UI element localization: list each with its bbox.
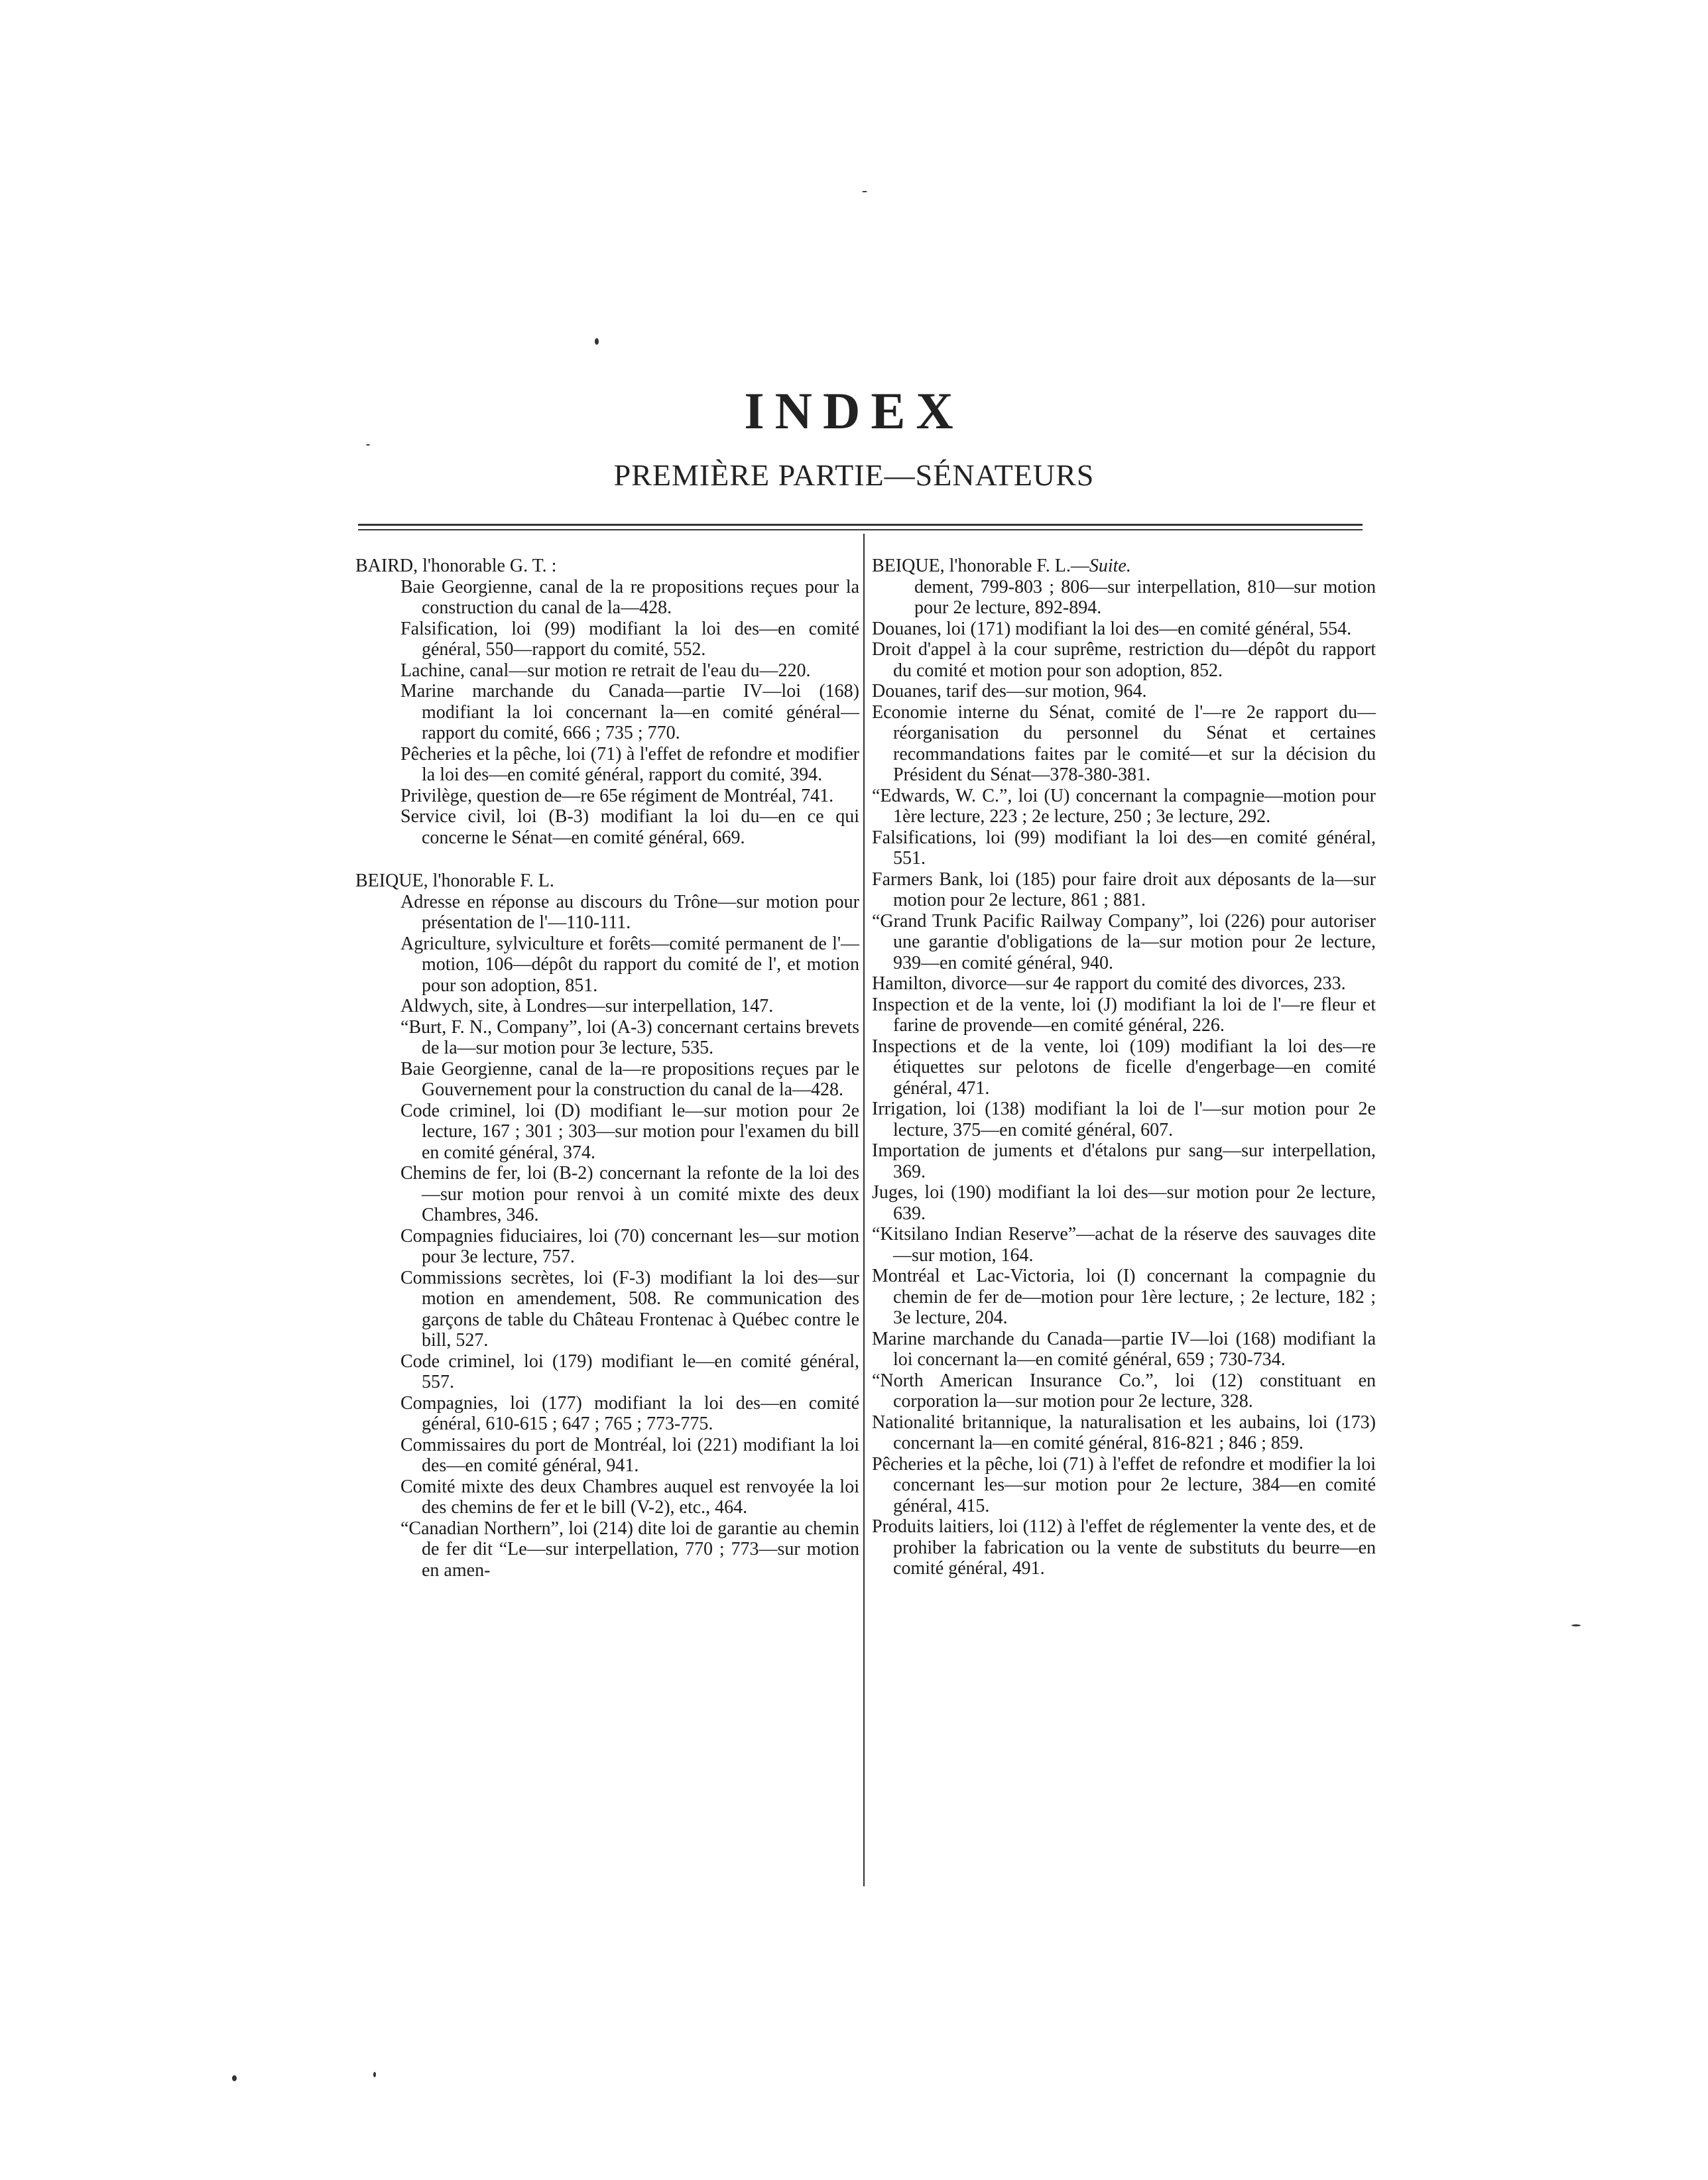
scan-speck xyxy=(232,2075,237,2081)
index-entry: Comité mixte des deux Chambres auquel est renvoyée la loi des chemins de fer et le bill (V-2), etc., 464. xyxy=(400,1476,859,1518)
index-entry: Douanes, loi (171) modifiant la loi des—en comité général, 554. xyxy=(872,618,1352,639)
index-entry: “Grand Trunk Pacific Railway Company”, loi (226) pour autoriser une garantie d'obligations de la—sur motion pour 2e lecture, 939—en comité général, 940. xyxy=(872,910,1376,973)
index-entry: Lachine, canal—sur motion re retrait de l'eau du—220. xyxy=(400,660,811,681)
index-entry: “Canadian Northern”, loi (214) dite loi de garantie au chemin de fer dit “Le—sur interpellation, 770 ; 773—sur motion en amen- xyxy=(400,1518,859,1581)
index-entry: Code criminel, loi (D) modifiant le—sur motion pour 2e lecture, 167 ; 301 ; 303—sur motion pour l'examen du bill en comité général, 374. xyxy=(400,1100,859,1163)
index-entry: Hamilton, divorce—sur 4e rapport du comité des divorces, 233. xyxy=(872,973,1346,994)
index-entry: “Burt, F. N., Company”, loi (A-3) concernant certains brevets de la—sur motion pour 3e lecture, 535. xyxy=(400,1016,859,1058)
index-entry: Falsification, loi (99) modifiant la loi des—en comité général, 550—rapport du comité, 552. xyxy=(400,618,859,660)
index-entry: Adresse en réponse au discours du Trône—sur motion pour présentation de l'—110-111. xyxy=(400,891,859,933)
index-entry: Service civil, loi (B-3) modifiant la loi du—en ce qui concerne le Sénat—en comité général, 669. xyxy=(400,806,859,848)
index-entry: Irrigation, loi (138) modifiant la loi de l'—sur motion pour 2e lecture, 375—en comité général, 607. xyxy=(872,1099,1376,1140)
index-entry: Baie Georgienne, canal de la—re propositions reçues par le Gouvernement pour la construction du canal de la—428. xyxy=(400,1058,859,1100)
scan-speck xyxy=(595,338,599,345)
index-entry: Code criminel, loi (179) modifiant le—en comité général, 557. xyxy=(400,1351,859,1392)
scan-speck xyxy=(1571,1624,1581,1626)
index-entry: Falsifications, loi (99) modifiant la loi des—en comité général, 551. xyxy=(872,827,1376,869)
index-entry: Privilège, question de—re 65e régiment de Montréal, 741. xyxy=(400,785,834,806)
left-column xyxy=(355,556,859,1581)
scan-speck xyxy=(366,444,370,446)
index-entry: Nationalité britannique, la naturalisation et les aubains, loi (173) concernant la—en comité général, 816-821 ; 846 ; 859. xyxy=(872,1412,1376,1453)
index-entry: Pêcheries et la pêche, loi (71) à l'effet de refondre et modifier la loi concernant les—sur motion pour 2e lecture, 384—en comité général, 415. xyxy=(872,1453,1376,1516)
page-subtitle: PREMIÈRE PARTIE—SÉNATEURS xyxy=(613,458,1095,492)
index-entry: “Kitsilano Indian Reserve”—achat de la réserve des sauvages dite—sur motion, 164. xyxy=(872,1224,1376,1266)
index-entry: Compagnies fiduciaires, loi (70) concernant les—sur motion pour 3e lecture, 757. xyxy=(400,1225,859,1267)
index-entry: Commissions secrètes, loi (F-3) modifiant la loi des—sur motion en amendement, 508. Re communication des garçons de table du Château Frontenac à Québec contre le bill, 527. xyxy=(400,1267,859,1351)
index-entry: Marine marchande du Canada—partie IV—loi (168) modifiant la loi concernant la—en comité général, 659 ; 730-734. xyxy=(872,1328,1376,1370)
column-divider xyxy=(863,534,865,1886)
index-entry: Importation de juments et d'étalons pur sang—sur interpellation, 369. xyxy=(872,1140,1376,1182)
section-spacer xyxy=(355,848,859,871)
index-entry-continuation: dement, 799-803 ; 806—sur interpellation, 810—sur motion pour 2e lecture, 892-894. xyxy=(914,576,1376,618)
index-entry: Inspection et de la vente, loi (J) modifiant la loi de l'—re fleur et farine de provende—en comité général, 226. xyxy=(872,994,1376,1036)
index-entry: Economie interne du Sénat, comité de l'—re 2e rapport du—réorganisation du personnel du Sénat et certaines recommandations faites par le comité—et sur la décision du Président du Sénat—378-380-381. xyxy=(872,701,1376,785)
index-entry: Farmers Bank, loi (185) pour faire droit aux déposants de la—sur motion pour 2e lecture, 861 ; 881. xyxy=(872,869,1376,910)
senator-heading-baird: BAIRD, l'honorable G. T. : xyxy=(355,556,557,576)
heading-text: BEIQUE, l'honorable F. L.— xyxy=(872,556,1089,576)
index-entry: Montréal et Lac-Victoria, loi (I) concernant la compagnie du chemin de fer de—motion pour 1ère lecture, ; 2e lecture, 182 ; 3e lecture, 204. xyxy=(872,1266,1376,1328)
senator-heading-beique-suite xyxy=(872,556,1376,577)
index-entry: Aldwych, site, à Londres—sur interpellation, 147. xyxy=(400,996,774,1016)
senator-heading-beique: BEIQUE, l'honorable F. L. xyxy=(355,871,554,891)
index-entry: Pêcheries et la pêche, loi (71) à l'effet de refondre et modifier la loi des—en comité général, rapport du comité, 394. xyxy=(400,743,859,785)
heading-suite: Suite. xyxy=(1089,556,1131,576)
index-entry: Commissaires du port de Montréal, loi (221) modifiant la loi des—en comité général, 941. xyxy=(400,1434,859,1476)
index-entry: Droit d'appel à la cour suprême, restriction du—dépôt du rapport du comité et motion pour son adoption, 852. xyxy=(872,639,1376,681)
title-rule-top xyxy=(358,524,1363,526)
index-entry: Juges, loi (190) modifiant la loi des—sur motion pour 2e lecture, 639. xyxy=(872,1182,1376,1224)
scan-speck xyxy=(373,2072,376,2077)
scan-speck xyxy=(862,191,867,192)
index-entry: Baie Georgienne, canal de la re propositions reçues pour la construction du canal de la—428. xyxy=(400,576,859,618)
title-rule-bottom xyxy=(358,529,1363,530)
index-entry: Agriculture, sylviculture et forêts—comité permanent de l'—motion, 106—dépôt du rapport du comité de l', et motion pour son adoption, 851. xyxy=(400,933,859,996)
index-entry: Douanes, tarif des—sur motion, 964. xyxy=(872,681,1147,701)
right-column xyxy=(872,556,1376,1579)
index-entry: “Edwards, W. C.”, loi (U) concernant la compagnie—motion pour 1ère lecture, 223 ; 2e lecture, 250 ; 3e lecture, 292. xyxy=(872,785,1376,827)
index-entry: Compagnies, loi (177) modifiant la loi des—en comité général, 610-615 ; 647 ; 765 ; 773-775. xyxy=(400,1392,859,1434)
index-entry: Marine marchande du Canada—partie IV—loi (168) modifiant la loi concernant la—en comité général—rapport du comité, 666 ; 735 ; 770. xyxy=(400,681,859,743)
page-title: INDEX xyxy=(744,382,964,440)
index-entry: Chemins de fer, loi (B-2) concernant la refonte de la loi des—sur motion pour renvoi à un comité mixte des deux Chambres, 346. xyxy=(400,1163,859,1225)
index-entry: Produits laitiers, loi (112) à l'effet de réglementer la vente des, et de prohiber la fabrication ou la vente de substituts du beurre—en comité général, 491. xyxy=(872,1516,1376,1579)
index-entry: Inspections et de la vente, loi (109) modifiant la loi des—re étiquettes sur pelotons de ficelle d'engerbage—en comité général, 471. xyxy=(872,1036,1376,1099)
index-entry: “North American Insurance Co.”, loi (12) constituant en corporation la—sur motion pour 2e lecture, 328. xyxy=(872,1370,1376,1412)
